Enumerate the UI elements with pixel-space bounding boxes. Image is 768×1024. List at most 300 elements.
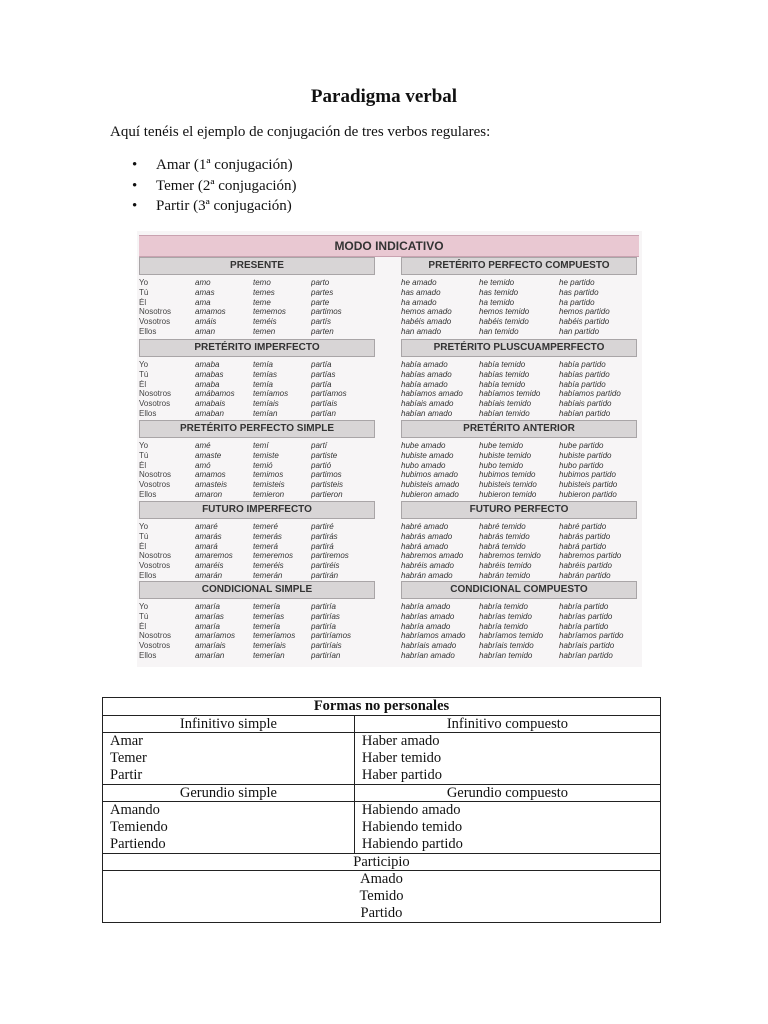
verb-form: habría partido	[559, 602, 609, 611]
verb-form: partirás	[311, 531, 338, 541]
tense-section	[401, 501, 637, 581]
cell-value: Amando	[110, 802, 160, 818]
verb-form: partiríamos	[311, 631, 352, 641]
verb-form: partiste	[311, 450, 338, 460]
verb-form: habíamos amado	[401, 389, 463, 399]
tense-title: CONDICIONAL COMPUESTO	[401, 581, 637, 599]
list-item: • Partir (3ª conjugación)	[110, 196, 297, 217]
verb-form: habían amado	[401, 408, 453, 418]
verb-form: amaríamos	[195, 631, 236, 641]
conjugation-row	[401, 631, 637, 641]
verb-form: temió	[253, 460, 273, 470]
table-title: Formas no personales	[103, 698, 661, 716]
verb-form: habríamos partido	[559, 631, 624, 641]
conjugation-row	[401, 612, 637, 622]
conjugation-row	[139, 451, 375, 461]
cell-value: Haber amado	[361, 733, 440, 749]
conjugation-row	[139, 551, 375, 561]
verb-form: temí	[253, 441, 269, 450]
verb-form: temías	[253, 369, 278, 379]
verb-form: habría partido	[559, 621, 609, 631]
pronoun: Ellos	[139, 570, 157, 580]
conjugation-row	[139, 399, 375, 409]
verb-form: hubieron amado	[401, 489, 459, 499]
verb-form: habrán partido	[559, 570, 611, 580]
pronoun: Él	[139, 541, 147, 551]
verb-form: temisteis	[253, 480, 285, 490]
pronoun: Nosotros	[139, 631, 172, 641]
verb-form: hubisteis temido	[479, 480, 537, 490]
non-personal-forms-table	[102, 697, 661, 923]
verb-form: has amado	[401, 287, 441, 297]
pronoun: Nosotros	[139, 389, 172, 399]
verb-form: amaba	[195, 379, 220, 389]
verb-form: hemos temido	[479, 307, 530, 317]
verb-form: he temido	[479, 278, 515, 287]
conjugation-row	[139, 298, 375, 308]
pronoun: Ellos	[139, 326, 157, 336]
pronoun: Él	[139, 621, 147, 631]
cell-value: Temido	[359, 888, 404, 904]
verb-form: partíamos	[311, 389, 347, 399]
verb-form: temía	[253, 379, 274, 389]
tense-section	[401, 257, 637, 337]
verb-form: habré temido	[479, 522, 526, 531]
verb-form: temimos	[253, 470, 284, 480]
pronoun: Ellos	[139, 489, 157, 499]
verb-form: habían temido	[479, 408, 530, 418]
verb-form: habíamos partido	[559, 389, 621, 399]
conjugation-row	[401, 441, 637, 451]
verb-form: amaron	[195, 489, 223, 499]
conjugation-row	[401, 380, 637, 390]
verb-form: amarían	[195, 650, 225, 660]
conjugation-row	[401, 571, 637, 581]
conjugation-row	[139, 480, 375, 490]
conjugation-row	[139, 307, 375, 317]
mode-header: MODO INDICATIVO	[139, 235, 639, 257]
conjugation-row	[401, 602, 637, 612]
table-cell	[103, 802, 355, 854]
verb-form: amabas	[195, 369, 224, 379]
conjugation-row	[139, 622, 375, 632]
tense-title: PRESENTE	[139, 257, 375, 275]
verb-form: habíais amado	[401, 399, 454, 409]
pronoun: Tú	[139, 450, 149, 460]
verb-form: hube temido	[479, 441, 524, 450]
verb-form: tememos	[253, 307, 286, 317]
verb-form: amé	[195, 441, 211, 450]
conjugation-row	[139, 470, 375, 480]
conjugation-row	[401, 551, 637, 561]
cell-value: Haber temido	[361, 750, 442, 766]
verb-form: habríais partido	[559, 641, 615, 651]
conjugation-row	[401, 389, 637, 399]
pronoun: Vosotros	[139, 561, 171, 571]
list-item: • Amar (1ª conjugación)	[110, 155, 297, 176]
tense-section	[401, 339, 637, 419]
conjugation-image	[137, 231, 642, 667]
verb-form: hubiste temido	[479, 450, 532, 460]
tense-section	[139, 420, 375, 500]
tense-title: PRETÉRITO PERFECTO COMPUESTO	[401, 257, 637, 275]
conjugation-row	[139, 532, 375, 542]
pronoun: Nosotros	[139, 551, 172, 561]
verb-form: habríais temido	[479, 641, 534, 651]
conjugation-row	[139, 409, 375, 419]
verb-form: temeréis	[253, 561, 284, 571]
conjugation-row	[139, 561, 375, 571]
cell-value: Temiendo	[110, 819, 168, 835]
cell-value: Partiendo	[110, 836, 166, 852]
tense-title: PRETÉRITO PLUSCUAMPERFECTO	[401, 339, 637, 357]
list-item: • Temer (2ª conjugación)	[110, 176, 297, 197]
intro-text: Aquí tenéis el ejemplo de conjugación de tres verbos regulares:	[110, 124, 491, 140]
conjugation-row	[401, 622, 637, 632]
verb-form: habrías partido	[559, 611, 613, 621]
conjugation-row	[139, 522, 375, 532]
verb-form: habías temido	[479, 369, 530, 379]
cell-value: Haber partido	[361, 767, 442, 783]
verb-form: temeríais	[253, 641, 286, 651]
verb-form: amaría	[195, 621, 220, 631]
pronoun: Vosotros	[139, 641, 171, 651]
verb-form: has partido	[559, 287, 599, 297]
verb-form: partían	[311, 408, 336, 418]
verb-form: han amado	[401, 326, 442, 336]
conjugation-row	[401, 298, 637, 308]
verb-form: partiremos	[311, 551, 349, 561]
verb-form: temeremos	[253, 551, 294, 561]
tense-title: PRETÉRITO ANTERIOR	[401, 420, 637, 438]
verb-form: amaréis	[195, 561, 224, 571]
verb-form: hube amado	[401, 441, 446, 450]
pronoun: Él	[139, 379, 147, 389]
verb-form: partirán	[311, 570, 339, 580]
conjugation-row	[139, 602, 375, 612]
verb-form: habríamos amado	[401, 631, 466, 641]
verb-form: amaré	[195, 522, 218, 531]
tense-section	[401, 420, 637, 500]
verb-form: ha partido	[559, 297, 595, 307]
pronoun: Vosotros	[139, 480, 171, 490]
verb-form: hubimos amado	[401, 470, 458, 480]
page-title: Paradigma verbal	[310, 86, 458, 107]
verb-form: temería	[253, 602, 281, 611]
verb-form: amaban	[195, 408, 224, 418]
verb-form: partirías	[311, 611, 340, 621]
verb-form: temían	[253, 408, 278, 418]
verb-form: había temido	[479, 360, 526, 369]
verb-form: temía	[253, 360, 274, 369]
column-header: Infinitivo compuesto	[354, 716, 660, 733]
conjugation-row	[139, 490, 375, 500]
verb-form: partíais	[311, 399, 338, 409]
conjugation-row	[401, 327, 637, 337]
verb-form: ha amado	[401, 297, 437, 307]
conjugation-row	[401, 542, 637, 552]
conjugation-row	[139, 571, 375, 581]
verb-form: amo	[195, 278, 211, 287]
verb-form: habrías temido	[479, 611, 532, 621]
verb-form: temíais	[253, 399, 279, 409]
verb-form: hubimos partido	[559, 470, 616, 480]
tense-title: FUTURO IMPERFECTO	[139, 501, 375, 519]
verb-form: habrán amado	[401, 570, 453, 580]
verb-form: hubiste partido	[559, 450, 612, 460]
pronoun: Tú	[139, 531, 149, 541]
table-cell	[354, 733, 660, 785]
verb-form: habría amado	[401, 602, 451, 611]
verb-form: hubisteis partido	[559, 480, 618, 490]
pronoun: Nosotros	[139, 470, 172, 480]
verb-form: partimos	[311, 470, 342, 480]
verb-form: temiste	[253, 450, 279, 460]
verb-form: hubo partido	[559, 460, 604, 470]
verb-form: hemos amado	[401, 307, 452, 317]
conjugation-row	[401, 307, 637, 317]
conjugation-row	[139, 278, 375, 288]
verb-form: habíamos temido	[479, 389, 541, 399]
verb-form: partieron	[311, 489, 343, 499]
verb-form: partiréis	[311, 561, 340, 571]
verb-form: habréis amado	[401, 561, 454, 571]
column-header: Participio	[103, 854, 661, 871]
verb-form: había amado	[401, 360, 448, 369]
verb-form: temeríamos	[253, 631, 296, 641]
pronoun: Yo	[139, 441, 149, 450]
conjugation-row	[401, 370, 637, 380]
verb-form: teméis	[253, 317, 277, 327]
cell-value: Amado	[360, 871, 403, 887]
tense-title: PRETÉRITO PERFECTO SIMPLE	[139, 420, 375, 438]
verb-form: habríais amado	[401, 641, 457, 651]
verb-form: partí	[311, 441, 328, 450]
verb-form: habéis partido	[559, 317, 610, 327]
conjugation-row	[139, 542, 375, 552]
verb-form: hubieron partido	[559, 489, 617, 499]
conjugation-row	[401, 480, 637, 490]
conjugation-row	[401, 470, 637, 480]
cell-value: Habiendo amado	[361, 802, 461, 818]
verb-form: habrá amado	[401, 541, 449, 551]
verb-form: temes	[253, 287, 275, 297]
verb-form: amará	[195, 541, 218, 551]
verb-form: habías amado	[401, 369, 452, 379]
pronoun: Yo	[139, 278, 149, 287]
verb-form: han temido	[479, 326, 519, 336]
conjugation-row	[139, 612, 375, 622]
verb-form: temen	[253, 326, 276, 336]
verb-form: amarás	[195, 531, 222, 541]
conjugation-row	[139, 370, 375, 380]
verb-form: amarías	[195, 611, 224, 621]
verb-form: habremos temido	[479, 551, 541, 561]
verb-form: habrás partido	[559, 531, 611, 541]
verb-form: partiría	[311, 602, 336, 611]
verb-form: habrá temido	[479, 541, 526, 551]
conjugation-row	[401, 561, 637, 571]
verb-form: habrán temido	[479, 570, 531, 580]
verb-form: temo	[253, 278, 271, 287]
verb-form: habrás temido	[479, 531, 530, 541]
verb-form: habrá partido	[559, 541, 607, 551]
verb-form: he amado	[401, 278, 437, 287]
verb-form: hubo temido	[479, 460, 524, 470]
verb-form: habremos partido	[559, 551, 622, 561]
verb-form: hubieron temido	[479, 489, 537, 499]
cell-value: Habiendo partido	[361, 836, 463, 852]
conjugation-row	[401, 409, 637, 419]
conjugation-row	[139, 327, 375, 337]
conjugation-row	[139, 389, 375, 399]
verb-form: habríamos temido	[479, 631, 544, 641]
verb-form: has temido	[479, 287, 519, 297]
verb-form: aman	[195, 326, 216, 336]
verb-list	[110, 155, 297, 217]
pronoun: Nosotros	[139, 307, 172, 317]
tense-section	[401, 581, 637, 661]
table-cell	[103, 733, 355, 785]
verb-form: amaba	[195, 360, 220, 369]
verb-form: habrás amado	[401, 531, 453, 541]
conjugation-row	[139, 441, 375, 451]
pronoun: Yo	[139, 522, 149, 531]
verb-form: había temido	[479, 379, 526, 389]
verb-form: temerían	[253, 650, 285, 660]
conjugation-row	[401, 278, 637, 288]
verb-form: partiría	[311, 621, 336, 631]
conjugation-row	[401, 532, 637, 542]
pronoun: Yo	[139, 360, 149, 369]
verb-form: habías partido	[559, 369, 610, 379]
tense-section	[139, 257, 375, 337]
conjugation-row	[401, 399, 637, 409]
verb-form: habrían partido	[559, 650, 613, 660]
verb-form: habría amado	[401, 621, 451, 631]
tense-title: FUTURO PERFECTO	[401, 501, 637, 519]
verb-form: partiríais	[311, 641, 342, 651]
conjugation-row	[401, 641, 637, 651]
verb-form: parten	[311, 326, 334, 336]
conjugation-row	[401, 288, 637, 298]
verb-form: teme	[253, 297, 271, 307]
verb-form: amaremos	[195, 551, 233, 561]
verb-form: amarán	[195, 570, 223, 580]
verb-form: había partido	[559, 360, 606, 369]
pronoun: Yo	[139, 602, 149, 611]
verb-form: habréis temido	[479, 561, 532, 571]
verb-form: partió	[311, 460, 332, 470]
verb-form: habíais temido	[479, 399, 532, 409]
verb-form: partirían	[311, 650, 341, 660]
verb-form: hubimos temido	[479, 470, 536, 480]
conjugation-row	[401, 490, 637, 500]
pronoun: Tú	[139, 287, 149, 297]
verb-form: habremos amado	[401, 551, 464, 561]
conjugation-row	[401, 651, 637, 661]
verb-form: partirá	[311, 541, 334, 551]
verb-form: ha temido	[479, 297, 515, 307]
conjugation-row	[401, 317, 637, 327]
verb-form: habrían amado	[401, 650, 455, 660]
verb-form: amamos	[195, 470, 226, 480]
verb-form: partís	[311, 317, 332, 327]
verb-form: partimos	[311, 307, 342, 317]
verb-form: parte	[311, 297, 330, 307]
verb-form: habría temido	[479, 621, 528, 631]
verb-form: hemos partido	[559, 307, 610, 317]
verb-form: amaríais	[195, 641, 226, 651]
verb-form: temerá	[253, 541, 278, 551]
verb-form: amaría	[195, 602, 220, 611]
column-header: Gerundio simple	[103, 785, 355, 802]
pronoun: Ellos	[139, 650, 157, 660]
tense-title: PRETÉRITO IMPERFECTO	[139, 339, 375, 357]
verb-form: habéis temido	[479, 317, 529, 327]
verb-form: he partido	[559, 278, 595, 287]
conjugation-row	[401, 451, 637, 461]
cell-value: Habiendo temido	[361, 819, 463, 835]
verb-form: habían partido	[559, 408, 611, 418]
verb-form: amábamos	[195, 389, 235, 399]
verb-form: partía	[311, 360, 332, 369]
verb-form: amasteis	[195, 480, 228, 490]
verb-form: han partido	[559, 326, 600, 336]
conjugation-row	[401, 461, 637, 471]
verb-form: partiré	[311, 522, 334, 531]
verb-form: hube partido	[559, 441, 604, 450]
pronoun: Él	[139, 297, 147, 307]
verb-form: hubo amado	[401, 460, 446, 470]
verb-form: habíais partido	[559, 399, 612, 409]
pronoun: Tú	[139, 369, 149, 379]
verb-form: amaste	[195, 450, 222, 460]
verb-form: habré amado	[401, 522, 449, 531]
cell-value: Partir	[110, 767, 143, 783]
verb-form: partía	[311, 379, 332, 389]
conjugation-row	[139, 651, 375, 661]
verb-form: partías	[311, 369, 336, 379]
cell-value: Partido	[360, 905, 403, 921]
verb-form: habrías amado	[401, 611, 455, 621]
verb-form: temieron	[253, 489, 285, 499]
conjugation-row	[139, 288, 375, 298]
verb-form: amáis	[195, 317, 217, 327]
verb-form: amas	[195, 287, 215, 297]
conjugation-row	[139, 461, 375, 471]
verb-form: ama	[195, 297, 211, 307]
verb-form: hubisteis amado	[401, 480, 460, 490]
conjugation-row	[139, 317, 375, 327]
tense-title: CONDICIONAL SIMPLE	[139, 581, 375, 599]
verb-form: temeré	[253, 522, 278, 531]
verb-form: temerán	[253, 570, 283, 580]
verb-form: amó	[195, 460, 211, 470]
verb-form: temíamos	[253, 389, 289, 399]
pronoun: Ellos	[139, 408, 157, 418]
verb-form: temerás	[253, 531, 282, 541]
verb-form: partes	[311, 287, 334, 297]
pronoun: Vosotros	[139, 317, 171, 327]
verb-form: había amado	[401, 379, 448, 389]
pronoun: Vosotros	[139, 399, 171, 409]
verb-form: habré partido	[559, 522, 607, 531]
verb-form: temerías	[253, 611, 285, 621]
verb-form: habéis amado	[401, 317, 452, 327]
tense-section	[139, 339, 375, 419]
cell-value: Amar	[110, 733, 144, 749]
